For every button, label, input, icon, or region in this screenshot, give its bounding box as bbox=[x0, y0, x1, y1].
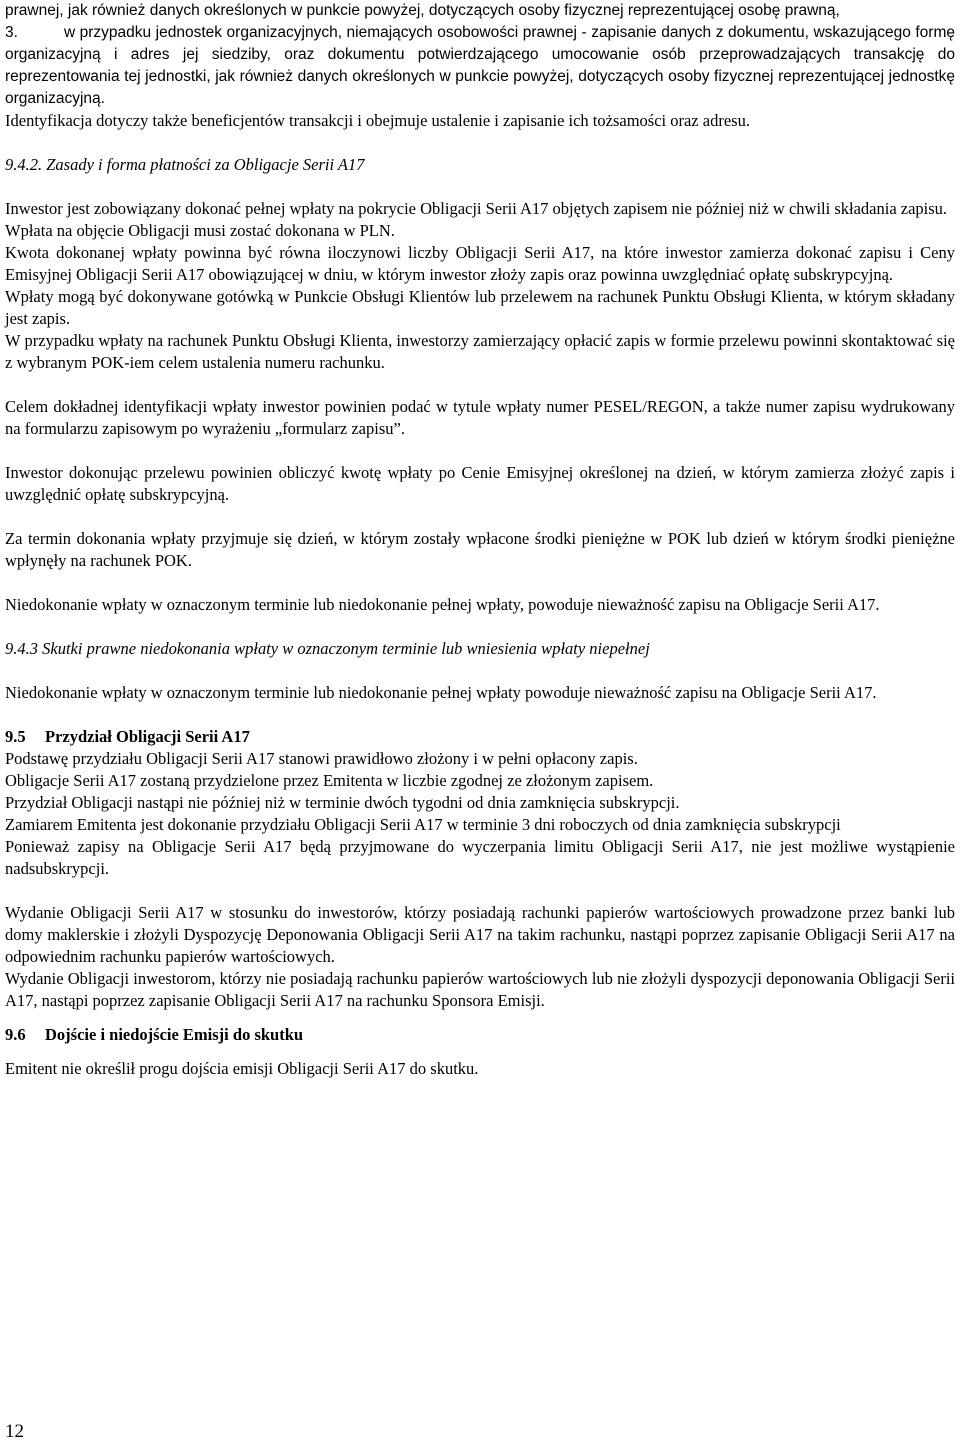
paragraph-invalid: Niedokonanie wpłaty w oznaczonym terminie lub niedokonanie pełnej wpłaty, powoduje nieważność zapisu na Obligacje Serii A17. bbox=[5, 595, 880, 614]
section-title: Dojście i niedojście Emisji do skutku bbox=[45, 1025, 304, 1044]
section-title: Przydział Obligacji Serii A17 bbox=[45, 727, 250, 746]
paragraph: Wydanie Obligacji Serii A17 w stosunku do inwestorów, którzy posiadają rachunki papierów wartościowych prowadzone przez banki lub domy maklerskie i złożyli Dyspozycję Deponowania Obligacji Serii A17 na takim rachunku, nastąpi poprzez zapisanie Obligacji Serii A17 na odpowiednim rachunku papierów wartościowych. bbox=[5, 903, 955, 966]
paragraph: Obligacje Serii A17 zostaną przydzielone przez Emitenta w liczbie zgodnej ze złożonym zapisem. bbox=[5, 771, 654, 790]
paragraph-transfer: Inwestor dokonując przelewu powinien obliczyć kwotę wpłaty po Cenie Emisyjnej określonej na dzień, w którym zamierza złożyć zapis i uwzględnić opłatę subskrypcyjną. bbox=[5, 463, 955, 504]
paragraph: Podstawę przydziału Obligacji Serii A17 stanowi prawidłowo złożony i w pełni opłacony zapis. bbox=[5, 749, 638, 768]
paragraph: W przypadku wpłaty na rachunek Punktu Obsługi Klienta, inwestorzy zamierzający opłacić zapis w formie przelewu powinni skontaktować się z wybranym POK-iem celem ustalenia numeru rachunku. bbox=[5, 331, 955, 372]
section-95-heading bbox=[5, 726, 955, 748]
paragraph: Niedokonanie wpłaty w oznaczonym terminie lub niedokonanie pełnej wpłaty powoduje nieważność zapisu na Obligacje Serii A17. bbox=[5, 683, 877, 702]
paragraph: Wpłaty mogą być dokonywane gotówką w Punkcie Obsługi Klientów lub przelewem na rachunek Punktu Obsługi Klienta, w którym składany jest zapis. bbox=[5, 287, 955, 328]
section-942-heading: 9.4.2. Zasady i forma płatności za Obligacje Serii A17 bbox=[5, 155, 365, 174]
list-item-3 bbox=[5, 22, 955, 110]
section-96-heading bbox=[5, 1024, 955, 1046]
paragraph-identification: Celem dokładnej identyfikacji wpłaty inwestor powinien podać w tytule wpłaty numer PESEL/REGON, a także numer zapisu wydrukowany na formularzu zapisowym po wyrażeniu „formularz zapisu”. bbox=[5, 397, 955, 438]
paragraph: Kwota dokonanej wpłaty powinna być równa iloczynowi liczby Obligacji Serii A17, na które inwestor zamierza dokonać zapisu i Ceny Emisyjnej Obligacji Serii A17 obowiązującej w dniu, w którym inwestor złoży zapis oraz powinna uwzględniać opłatę subskrypcyjną. bbox=[5, 243, 955, 284]
intro-continuation: prawnej, jak również danych określonych w punkcie powyżej, dotyczących osoby fizycznej reprezentującej osobę prawną, bbox=[5, 2, 840, 19]
paragraph: Przydział Obligacji nastąpi nie później niż w terminie dwóch tygodni od dnia zamknięcia subskrypcji. bbox=[5, 793, 680, 812]
paragraph-deadline: Za termin dokonania wpłaty przyjmuje się dzień, w którym zostały wpłacone środki pieniężne w POK lub dzień w którym środki pieniężne wpłynęły na rachunek POK. bbox=[5, 529, 955, 570]
section-number: 9.6 bbox=[5, 1025, 26, 1044]
identification-paragraph: Identyfikacja dotyczy także beneficjentów transakcji i obejmuje ustalenie i zapisanie ich tożsamości oraz adresu. bbox=[5, 111, 750, 130]
paragraph: Emitent nie określił progu dojścia emisji Obligacji Serii A17 do skutku. bbox=[5, 1059, 479, 1078]
section-943-heading: 9.4.3 Skutki prawne niedokonania wpłaty w oznaczonym terminie lub wniesienia wpłaty niepełnej bbox=[5, 639, 650, 658]
list-item-text: w przypadku jednostek organizacyjnych, niemających osobowości prawnej - zapisanie danych z dokumentu, wskazującego formę organizacyjną i adres jej siedziby, oraz dokumentu potwierdzającego umocowanie osób przeprowadzających transakcję do reprezentowania tej jednostki, jak również danych określonych w punkcie powyżej, dotyczących osoby fizycznej reprezentującej jednostkę organizacyjną. bbox=[5, 24, 955, 107]
page-number: 12 bbox=[5, 1421, 24, 1442]
section-number: 9.5 bbox=[5, 727, 26, 746]
paragraph: Wpłata na objęcie Obligacji musi zostać dokonana w PLN. bbox=[5, 221, 395, 240]
document-page bbox=[5, 0, 955, 1080]
paragraph: Zamiarem Emitenta jest dokonanie przydziału Obligacji Serii A17 w terminie 3 dni roboczych od dnia zamknięcia subskrypcji bbox=[5, 815, 841, 834]
list-item-number: 3. bbox=[5, 24, 18, 41]
paragraph: Wydanie Obligacji inwestorom, którzy nie posiadają rachunku papierów wartościowych lub nie złożyli dyspozycji deponowania Obligacji Serii A17, nastąpi poprzez zapisanie Obligacji Serii A17 na rachunku Sponsora Emisji. bbox=[5, 969, 955, 1010]
paragraph: Ponieważ zapisy na Obligacje Serii A17 będą przyjmowane do wyczerpania limitu Obligacji Serii A17, nie jest możliwe wystąpienie nadsubskrypcji. bbox=[5, 837, 955, 878]
paragraph: Inwestor jest zobowiązany dokonać pełnej wpłaty na pokrycie Obligacji Serii A17 objętych zapisem nie później niż w chwili składania zapisu. bbox=[5, 199, 948, 218]
